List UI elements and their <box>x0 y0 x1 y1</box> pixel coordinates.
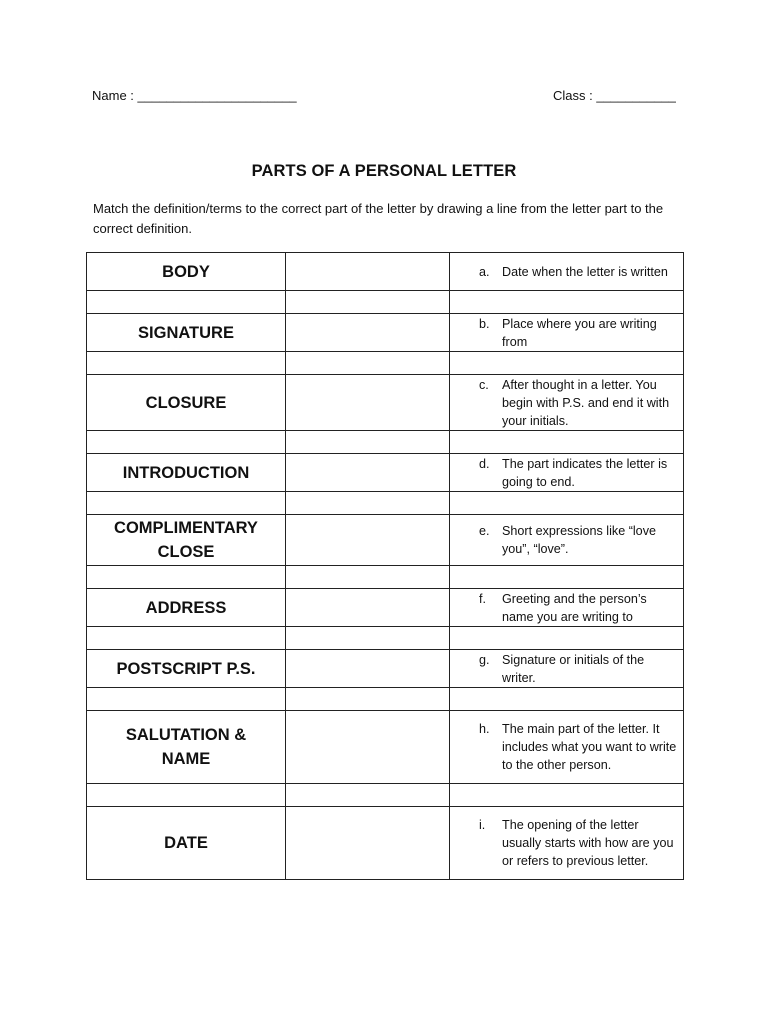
definition-text: Place where you are writing from <box>502 316 657 349</box>
blank-cell[interactable] <box>286 314 450 352</box>
spacer-row <box>87 688 684 711</box>
spacer-cell <box>450 291 684 314</box>
term-label: SALUTATION & NAME <box>125 726 247 768</box>
term-row <box>87 375 684 431</box>
term-row <box>87 711 684 784</box>
term-cell[interactable] <box>87 253 286 291</box>
spacer-cell <box>286 784 450 807</box>
spacer-row <box>87 492 684 515</box>
spacer-cell <box>450 688 684 711</box>
term-cell[interactable] <box>87 589 286 627</box>
blank-cell[interactable] <box>286 650 450 688</box>
term-row <box>87 314 684 352</box>
term-row <box>87 515 684 566</box>
spacer-cell <box>286 352 450 375</box>
term-label: BODY <box>162 262 210 281</box>
spacer-cell <box>286 492 450 515</box>
spacer-cell <box>87 566 286 589</box>
spacer-cell <box>286 566 450 589</box>
term-label: POSTSCRIPT P.S. <box>116 659 256 678</box>
spacer-cell <box>450 566 684 589</box>
definition-cell[interactable] <box>450 589 684 627</box>
spacer-cell <box>87 688 286 711</box>
spacer-cell <box>450 492 684 515</box>
definition-cell[interactable] <box>450 711 684 784</box>
spacer-cell <box>87 627 286 650</box>
spacer-cell <box>286 291 450 314</box>
term-label: COMPLIMENTARY CLOSE <box>114 519 258 561</box>
spacer-cell <box>450 431 684 454</box>
spacer-cell <box>87 291 286 314</box>
definition-text: The part indicates the letter is going to end. <box>502 456 668 489</box>
class-field-line[interactable]: Class : ___________ <box>553 88 676 103</box>
spacer-cell <box>450 352 684 375</box>
definition-cell[interactable] <box>450 515 684 566</box>
definition-letter: a. <box>479 264 490 279</box>
definition-cell[interactable] <box>450 253 684 291</box>
definition-letter: b. <box>479 316 490 331</box>
spacer-row <box>87 784 684 807</box>
term-cell[interactable] <box>87 650 286 688</box>
definition-text: Date when the letter is written <box>502 264 668 279</box>
blank-cell[interactable] <box>286 711 450 784</box>
definition-cell[interactable] <box>450 375 684 431</box>
blank-cell[interactable] <box>286 807 450 880</box>
matching-table <box>86 252 684 880</box>
spacer-cell <box>286 688 450 711</box>
definition-text: The main part of the letter. It includes what you want to write to the other person. <box>502 722 677 772</box>
term-label: DATE <box>164 834 208 852</box>
term-cell[interactable] <box>87 314 286 352</box>
blank-cell[interactable] <box>286 375 450 431</box>
spacer-row <box>87 291 684 314</box>
spacer-row <box>87 352 684 375</box>
spacer-cell <box>286 431 450 454</box>
name-field-line[interactable]: Name : ______________________ <box>92 88 297 103</box>
spacer-row <box>87 627 684 650</box>
term-cell[interactable] <box>87 515 286 566</box>
definition-letter: h. <box>479 722 490 736</box>
term-row <box>87 454 684 492</box>
definition-cell[interactable] <box>450 807 684 880</box>
spacer-cell <box>286 627 450 650</box>
spacer-row <box>87 566 684 589</box>
term-label: SIGNATURE <box>138 323 234 342</box>
spacer-cell <box>87 492 286 515</box>
definition-letter: c. <box>479 377 489 392</box>
page-title: PARTS OF A PERSONAL LETTER <box>251 162 517 180</box>
definition-text: After thought in a letter. You begin with P.S. and end it with your initials. <box>502 377 670 428</box>
definition-letter: d. <box>479 456 490 471</box>
spacer-cell <box>450 784 684 807</box>
spacer-cell <box>87 431 286 454</box>
term-row <box>87 589 684 627</box>
definition-cell[interactable] <box>450 314 684 352</box>
term-label: CLOSURE <box>145 393 227 412</box>
instructions-text: Match the definition/terms to the correct part of the letter by drawing a line from the letter part to the correct definition. <box>93 201 664 236</box>
term-label: ADDRESS <box>145 598 227 617</box>
definition-text: Greeting and the person’s name you are writing to <box>502 591 647 624</box>
definition-text: Signature or initials of the writer. <box>502 652 645 685</box>
definition-cell[interactable] <box>450 454 684 492</box>
blank-cell[interactable] <box>286 253 450 291</box>
blank-cell[interactable] <box>286 515 450 566</box>
definition-text: Short expressions like “love you”, “love”. <box>502 524 656 556</box>
definition-text: The opening of the letter usually starts with how are you or refers to previous letter. <box>502 818 674 868</box>
blank-cell[interactable] <box>286 454 450 492</box>
blank-cell[interactable] <box>286 589 450 627</box>
definition-letter: i. <box>479 818 486 832</box>
definition-letter: f. <box>479 591 486 606</box>
term-row <box>87 650 684 688</box>
spacer-cell <box>87 784 286 807</box>
term-row <box>87 253 684 291</box>
spacer-cell <box>450 627 684 650</box>
definition-letter: g. <box>479 652 490 667</box>
term-cell[interactable] <box>87 807 286 880</box>
definition-letter: e. <box>479 524 490 538</box>
term-cell[interactable] <box>87 454 286 492</box>
term-cell[interactable] <box>87 375 286 431</box>
term-row <box>87 807 684 880</box>
spacer-row <box>87 431 684 454</box>
definition-cell[interactable] <box>450 650 684 688</box>
spacer-cell <box>87 352 286 375</box>
term-label: INTRODUCTION <box>122 463 250 482</box>
term-cell[interactable] <box>87 711 286 784</box>
